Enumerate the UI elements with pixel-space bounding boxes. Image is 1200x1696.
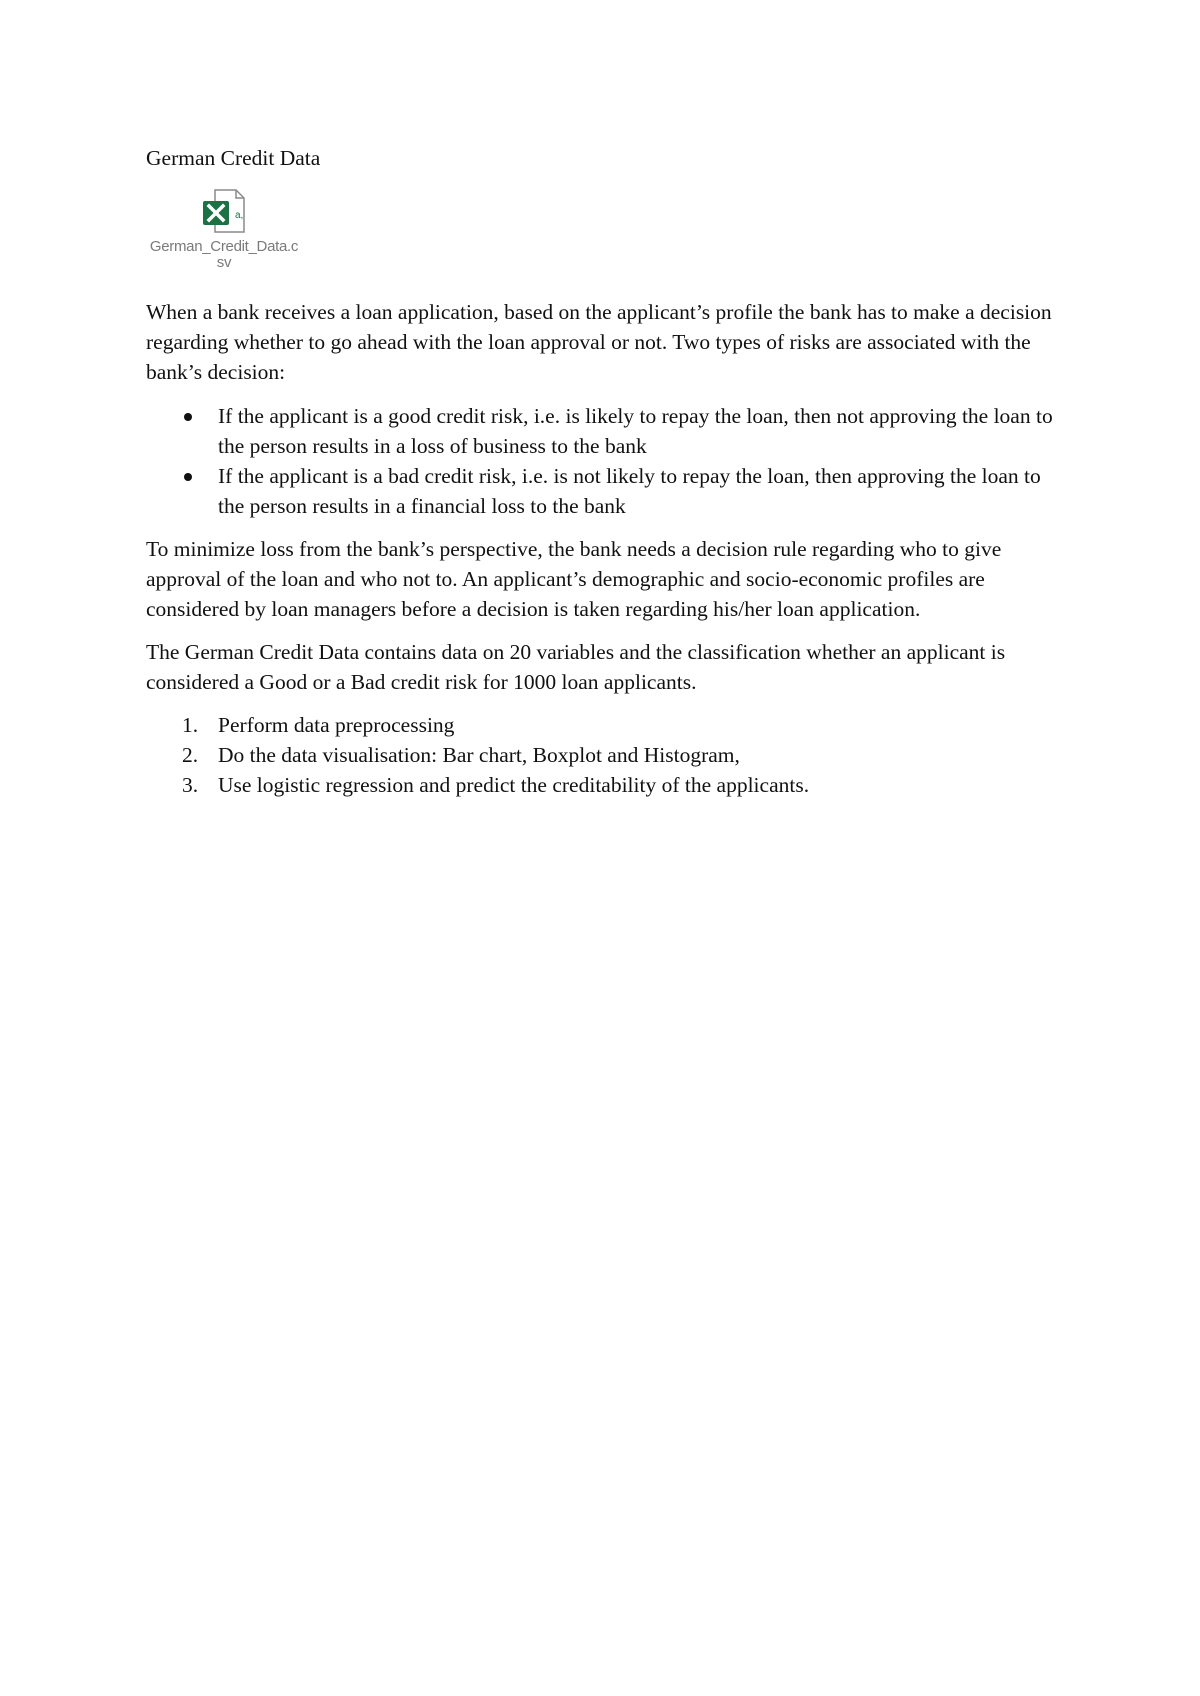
- bullet-text: If the applicant is a good credit risk, i.e. is likely to repay the loan, then not approving the loan to the person results in a loss of business to the bank: [218, 404, 1053, 458]
- attachment-filename: German_Credit_Data.csv: [149, 238, 299, 271]
- excel-file-icon: [199, 187, 249, 237]
- csv-attachment[interactable]: [144, 187, 304, 271]
- list-item: [146, 740, 1066, 770]
- bullet-icon: [184, 413, 192, 421]
- dataset-paragraph: The German Credit Data contains data on 20 variables and the classification whether an applicant is considered a Good or a Bad credit risk for 1000 loan applicants.: [146, 640, 1006, 694]
- list-number: 2.: [182, 743, 199, 767]
- intro-paragraph: When a bank receives a loan application, based on the applicant’s profile the bank has to make a decision regarding whether to go ahead with the loan approval or not. Two types of risks are associated with the bank’s decision:: [146, 300, 1052, 384]
- list-item: [146, 710, 1066, 740]
- svg-text:a,: a,: [235, 210, 244, 221]
- list-number: 3.: [182, 773, 199, 797]
- task-text: Use logistic regression and predict the creditability of the applicants.: [218, 773, 810, 797]
- list-item: [146, 770, 1066, 800]
- document-page: [146, 143, 1066, 800]
- list-number: 1.: [182, 713, 199, 737]
- task-text: Do the data visualisation: Bar chart, Boxplot and Histogram,: [218, 743, 740, 767]
- task-list: [146, 710, 1066, 800]
- task-text: Perform data preprocessing: [218, 713, 455, 737]
- bullet-text: If the applicant is a bad credit risk, i.e. is not likely to repay the loan, then approving the loan to the person results in a financial loss to the bank: [218, 464, 1041, 518]
- list-item: [146, 461, 1066, 521]
- decision-rule-paragraph: To minimize loss from the bank’s perspective, the bank needs a decision rule regarding who to give approval of the loan and who not to. An applicant’s demographic and socio-economic profiles are considered by loan managers before a decision is taken regarding his/her loan application.: [146, 537, 1002, 621]
- risk-bullet-list: [146, 401, 1066, 521]
- list-item: [146, 401, 1066, 461]
- document-title: German Credit Data: [146, 146, 321, 170]
- bullet-icon: [184, 473, 192, 481]
